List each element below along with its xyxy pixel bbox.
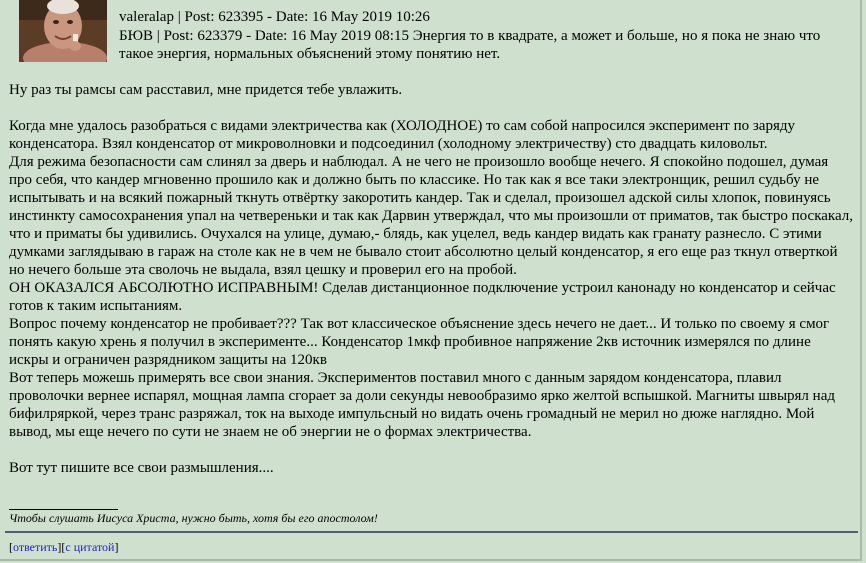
post-actions <box>9 540 118 554</box>
post-intro: Ну раз ты рамсы сам расставил, мне придется тебе увлажить. <box>9 82 403 98</box>
avatar <box>19 0 107 62</box>
post-paragraph: Для режима безопасности сам слинял за дверь и наблюдал. А не чего не произошло вообще нечего. Я спокойно подошел, думая про себя, что кандер мгновенно прошило как и должно быть по классике. Но так как я все таки электронщик, решил судьбу не испытывать и на всякий пожарный ткнуть отвёртку закоротить кандер. Так и сделал, произошел адской силы хлопок, повинуясь инстинкту самосохранения упал на четвереньки и так как Дарвин утверждал, что мы произошли от приматов, так быстро поскакал, что и приматы бы удивились. Очухался на улице, думаю,- блядь, как уцелел, ведь кандер видать как гранату разнесло. С этими думками заглядываю в гараж на столе как не в чем не бывало стоит абсолютно целый конденсатор, я его еще раз ткнул отверткой но нечего больше эта сволочь не выдала, взял цешку и проверил его на пробой. <box>9 154 854 278</box>
post-paragraph: Когда мне удалось разобраться с видами электричества как (ХОЛОДНОЕ) то сам собой напросился эксперимент по заряду конденсатора. Взял конденсатор от микроволновки и подсоединил (холодному электричеству) сто двадцать киловольт. <box>9 118 795 152</box>
post-id: Post: 623395 <box>184 9 264 25</box>
post-meta <box>119 8 854 26</box>
quote-date: Date: 16 May 2019 08:15 <box>254 28 409 44</box>
bracket: ] <box>114 540 119 554</box>
post-body <box>9 81 854 477</box>
avatar-image <box>19 0 107 62</box>
meta-separator: - <box>246 28 252 44</box>
meta-separator: - <box>267 9 272 25</box>
post-date: Date: 16 May 2019 10:26 <box>275 9 430 25</box>
post-divider <box>5 531 858 533</box>
quote-author: БЮВ <box>119 28 154 44</box>
reply-with-quote-link[interactable]: с цитатой <box>65 540 115 554</box>
meta-separator: | <box>177 9 181 25</box>
author-name: valeralap <box>119 9 174 25</box>
quote-text: Энергия то в квадрате, а может и больше, но я пока не знаю что такое энергия, нормальных объяснений этому понятию нет. <box>119 28 821 62</box>
paragraph-gap <box>9 99 854 117</box>
quoted-post <box>119 27 854 63</box>
post-paragraph: ОН ОКАЗАЛСЯ АБСОЛЮТНО ИСПРАВНЫМ! Сделав дистанционное подключение устроил канонаду но конденсатор и сейчас готов к таким испытаниям. <box>9 280 836 314</box>
post-paragraph: Вопрос почему конденсатор не пробивает??? Так вот классическое объяснение здесь нечего не дает... И только по своему я смог понять какую хрень я получил в эксперименте... Конденсатор 1мкф пробивное напряжение 2кв источник измерялся по длине искры и ограничен разрядником защиты на 120кв <box>9 316 830 368</box>
signature-separator <box>9 509 118 510</box>
reply-link[interactable]: ответить <box>13 540 58 554</box>
post-paragraph: Вот теперь можешь примерять все свои знания. Экспериментов поставил много с данным зарядом конденсатора, плавил проволочки вернее испарял, мощная лампа сгорает за доли секунды невообразимо ярко желтой вспышкой. Магниты швырял над бифилряркой, через транс разряжал, ток на выходе импульсный но видать очень громадный не мерил но дюже наглядно. Мой вывод, мы еще нечего по сути не знаем не об энергии не о формах электричества. <box>9 370 835 440</box>
post-closing: Вот тут пишите все свои размышления.... <box>9 460 274 476</box>
quote-post-id: Post: 623379 <box>163 28 243 44</box>
paragraph-gap <box>9 441 854 459</box>
bracket: [ <box>9 540 13 554</box>
post-header <box>119 8 854 63</box>
meta-separator: | <box>156 28 160 44</box>
signature: Чтобы слушать Иисуса Христа, нужно быть, хотя бы его апостолом! <box>9 511 378 525</box>
bracket: ][ <box>57 540 66 554</box>
